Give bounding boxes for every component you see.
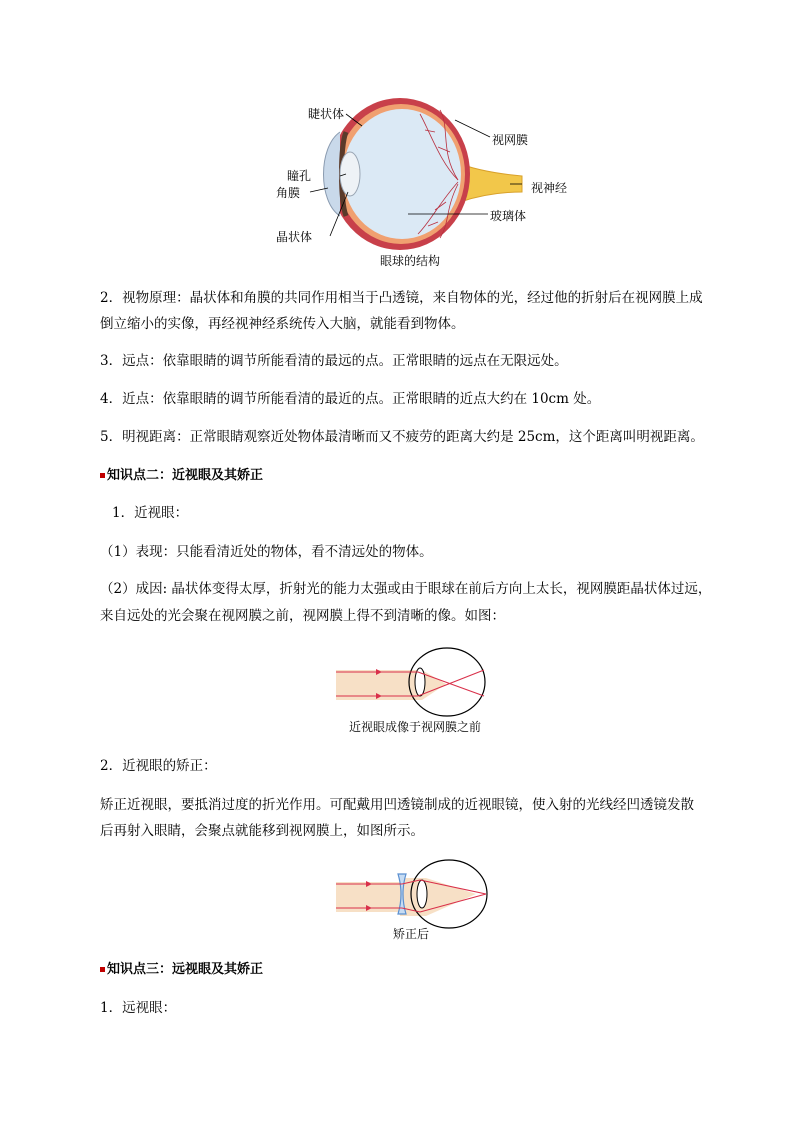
label-optic-nerve: 视神经 [531,181,568,195]
myopia-cause-line2: 来自远处的光会聚在视网膜之前，视网膜上得不到清晰的像。如图： [100,608,505,624]
paragraph-near-point: 4．近点：依靠眼睛的调节所能看清的最近的点。正常眼睛的近点大约在 10cm 处。 [100,391,601,407]
label-vitreous: 玻璃体 [490,209,527,223]
section-heading-myopia-text: 知识点二：近视眼及其娇正 [107,468,264,483]
myopia-symptom: （1）表现：只能看清近处的物体，看不清远处的物体。 [100,544,433,560]
section-heading-myopia [100,466,263,486]
correction-figure-caption: 矫正后 [393,927,430,941]
heading-marker-icon [100,473,105,478]
section-heading-hyperopia-text: 知识点三：远视眼及其娇正 [107,962,264,977]
myopia-figure-caption: 近视眼成像于视网膜之前 [349,720,482,734]
myopia-ray-diagram [336,648,492,720]
correction-line2: 后再射入眼睛，会聚点就能移到视网膜上，如图所示。 [100,823,424,839]
label-lens: 晶状体 [276,230,313,244]
heading-marker-icon [100,967,105,972]
paragraph-far-point: 3．远点：依靠眼睛的调节所能看清的最远的点。正常眼睛的远点在无限远处。 [100,353,568,369]
item-myopia: 1．近视眼： [112,505,189,521]
correction-ray-diagram [336,860,492,932]
label-pupil: 瞳孔 [287,169,312,183]
correction-line1: 矫正近视眼，要抵消过度的折光作用。可配戴用凹透镜制成的近视眼镜，使入射的光线经凹透镜发散 [100,797,694,813]
eye-figure-caption: 眼球的结构 [380,254,441,268]
label-retina: 视网膜 [492,133,529,147]
myopia-cause-line1: （2）成因: 晶状体变得太厚，折射光的能力太强或由于眼球在前后方向上太长，视网膜距晶状体过远， [100,581,712,597]
label-ciliary-body: 睫状体 [308,107,345,121]
paragraph-distinct-vision: 5．明视距离：正常眼睛观察近处物体最清晰而又不疲劳的距离大约是 25cm，这个距离叫明视距离。 [100,429,704,445]
paragraph-vision-principle-line1: 2．视物原理：晶状体和角膜的共同作用相当于凸透镜，来自物体的光，经过他的折射后在视网膜上成 [100,290,703,306]
paragraph-vision-principle-line2: 倒立缩小的实像，再经视神经系统传入大脑，就能看到物体。 [100,316,465,332]
label-cornea: 角膜 [276,186,301,200]
item-hyperopia: 1．远视眼： [100,1000,177,1016]
item-myopia-correction: 2．近视眼的矫正： [100,758,217,774]
section-heading-hyperopia [100,960,263,980]
